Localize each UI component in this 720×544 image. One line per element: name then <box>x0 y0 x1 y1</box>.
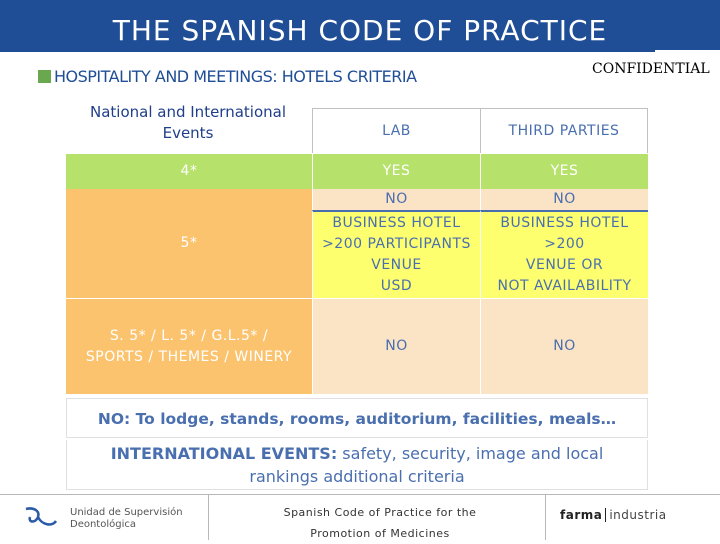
section-subtitle <box>38 67 417 86</box>
events-label: National and International Events <box>90 103 286 142</box>
column-header-third-parties: THIRD PARTIES <box>480 108 648 153</box>
cell-5-star-lab-conditions: BUSINESS HOTEL >200 PARTICIPANTS VENUE USD <box>312 210 480 298</box>
cell-5-star-third-conditions: BUSINESS HOTEL >200 VENUE OR NOT AVAILABILITY <box>480 210 648 298</box>
cell-4-star-lab: YES <box>312 154 480 189</box>
confidential-label: CONFIDENTIAL <box>592 61 710 77</box>
row-label-4-star: 4* <box>66 154 312 189</box>
cell-5-star-lab-no: NO <box>312 189 480 210</box>
bullet-square-icon <box>38 70 51 83</box>
footer-separator <box>208 494 209 540</box>
subtitle-text: HOSPITALITY AND MEETINGS: HOTELS CRITERIA <box>54 67 417 86</box>
org-name: Unidad de Supervisión Deontológica <box>70 507 183 530</box>
row-label-5-star: 5* <box>66 189 312 298</box>
note-international-events: INTERNATIONAL EVENTS: safety, security, image and local rankings additional criteria <box>66 440 648 490</box>
footer-caption: Spanish Code of Practice for the Promotion of Medicines <box>283 506 477 540</box>
cell-4-star-third: YES <box>480 154 648 189</box>
footer-separator <box>545 494 546 540</box>
cell-special-lab: NO <box>312 299 480 394</box>
column-header-lab: LAB <box>312 108 480 153</box>
note-restrictions: NO: To lodge, stands, rooms, auditorium, facilities, meals… <box>66 398 648 438</box>
cell-special-third: NO <box>480 299 648 394</box>
footer-divider <box>0 494 720 495</box>
title-underline <box>655 50 720 53</box>
row-label-special-hotels: S. 5* / L. 5* / G.L.5* / SPORTS / THEMES / WINERY <box>66 299 312 394</box>
brand-divider <box>605 508 606 522</box>
cell-5-star-third-no: NO <box>480 189 648 210</box>
farmaindustria-logo: farma industria <box>560 508 667 522</box>
supervision-logo-icon <box>24 505 58 529</box>
page-title: THE SPANISH CODE OF PRACTICE <box>112 14 608 47</box>
